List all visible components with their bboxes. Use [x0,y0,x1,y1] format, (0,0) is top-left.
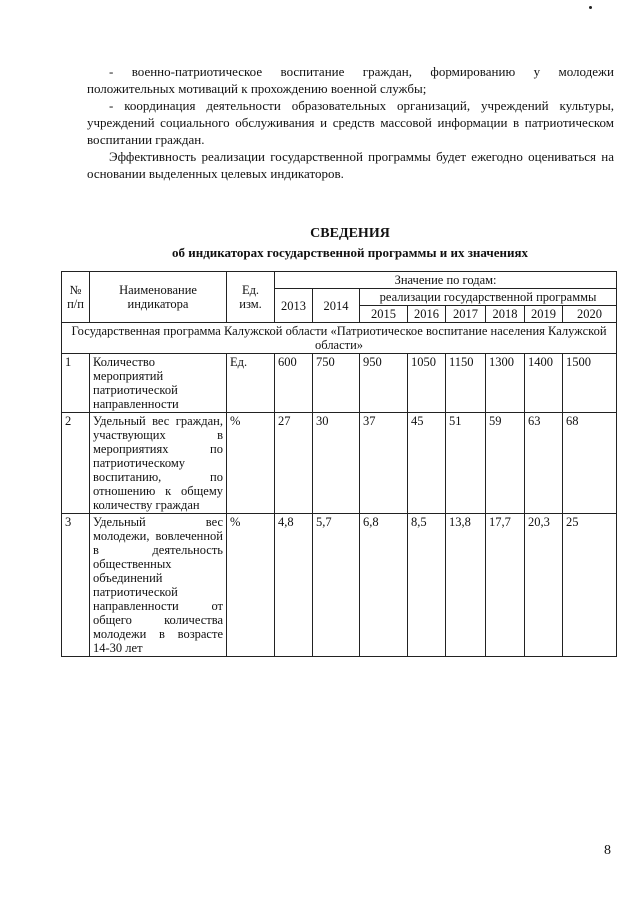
header-values-by-year: Значение по годам: [275,272,617,289]
row-value: 45 [408,413,446,514]
row-value: 59 [486,413,525,514]
group-title: Государственная программа Калужской области «Патриотическое воспитание населения Калужской области» [62,323,617,354]
row-value: 13,8 [446,514,486,657]
header-realization: реализации государственной программы [360,289,617,306]
header-name: Наименование индикатора [90,272,227,323]
table-row [62,514,617,657]
table-row [62,413,617,514]
header-unit: Ед. изм. [227,272,275,323]
row-value: 8,5 [408,514,446,657]
header-row [62,272,617,289]
header-year: 2020 [563,306,617,323]
row-value: 20,3 [525,514,563,657]
header-year: 2016 [408,306,446,323]
row-value: 600 [275,354,313,413]
header-year: 2013 [275,289,313,323]
row-value: 17,7 [486,514,525,657]
row-value: 68 [563,413,617,514]
row-name: Количество мероприятий патриотической направленности [90,354,227,413]
header-year: 2018 [486,306,525,323]
row-value: 1300 [486,354,525,413]
row-value: 27 [275,413,313,514]
row-value: 1050 [408,354,446,413]
header-year: 2014 [313,289,360,323]
paragraph-2: - координация деятельности образовательных организаций, учреждений культуры, учреждений социального обслуживания и средств массовой информации в патриотическом воспитании граждан. [87,98,614,147]
row-num: 2 [62,413,90,514]
paragraph-3: Эффективность реализации государственной программы будет ежегодно оцениваться на основании выделенных целевых индикаторов. [87,149,614,181]
row-value: 1400 [525,354,563,413]
header-year: 2017 [446,306,486,323]
page-number: 8 [604,843,611,858]
row-unit: % [227,514,275,657]
row-value: 37 [360,413,408,514]
row-unit: Ед. [227,354,275,413]
row-value: 63 [525,413,563,514]
header-year: 2015 [360,306,408,323]
row-value: 1150 [446,354,486,413]
row-value: 6,8 [360,514,408,657]
scan-mark [589,6,592,9]
header-year: 2019 [525,306,563,323]
row-name: Удельный вес граждан, участвующих в мероприятиях по патриотическому воспитанию, по отношению к общему количеству граждан [90,413,227,514]
row-value: 4,8 [275,514,313,657]
indicators-table [61,271,617,657]
row-name: Удельный вес молодежи, вовлеченной в деятельность общественных объединений патриотической направленности от общего количества молодежи в возрасте 14-30 лет [90,514,227,657]
row-value: 750 [313,354,360,413]
row-unit: % [227,413,275,514]
row-num: 3 [62,514,90,657]
row-num: 1 [62,354,90,413]
row-value: 51 [446,413,486,514]
header-num: № п/п [62,272,90,323]
row-value: 25 [563,514,617,657]
row-value: 950 [360,354,408,413]
paragraph-1: - военно-патриотическое воспитание граждан, формированию у молодежи положительных мотиваций к прохождению военной службы; [87,64,614,96]
table-row [62,354,617,413]
intro-text [87,63,614,182]
group-row [62,323,617,354]
section-subtitle: об индикаторах государственной программы и их значениях [171,245,529,260]
row-value: 1500 [563,354,617,413]
section-title: СВЕДЕНИЯ [310,226,390,241]
row-value: 30 [313,413,360,514]
row-value: 5,7 [313,514,360,657]
